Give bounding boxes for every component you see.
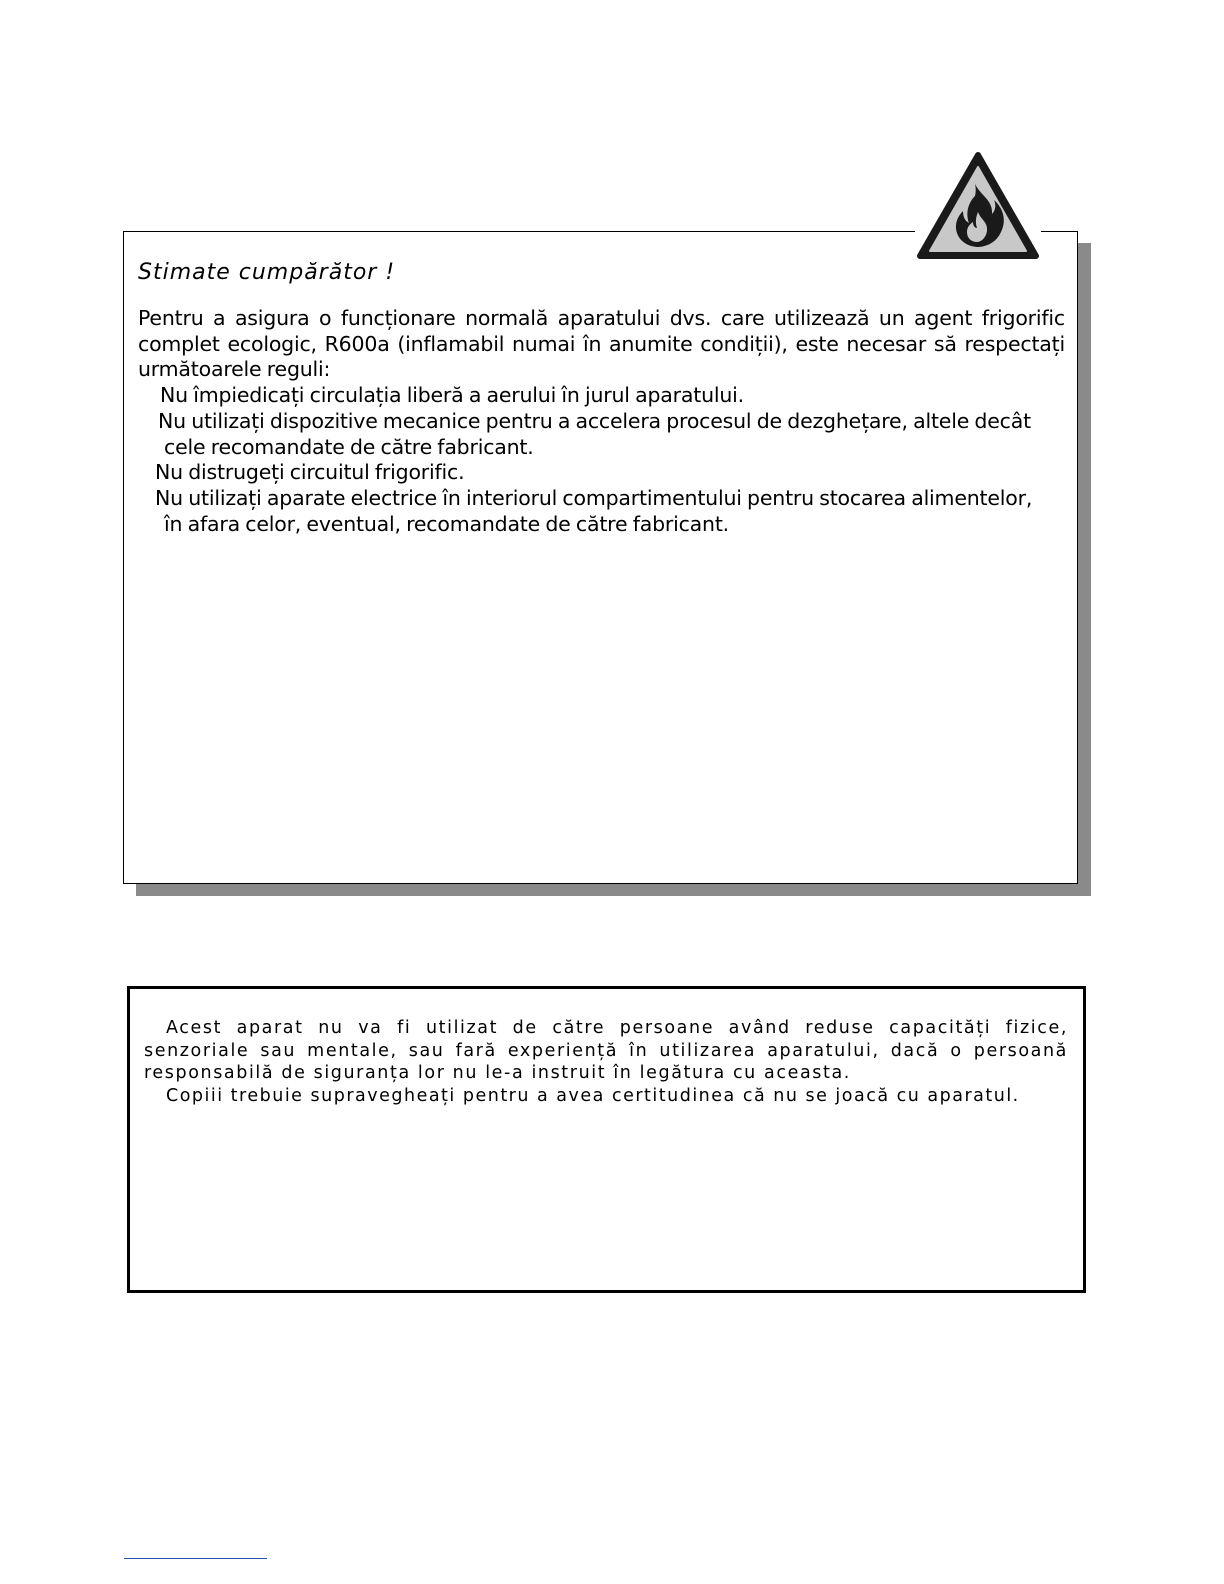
- rule-text: Nu împiedicați circulația liberă a aerului în jurul aparatului.: [160, 383, 744, 407]
- list-item: [138, 409, 1065, 461]
- flammable-warning-icon: [915, 150, 1041, 264]
- footer-divider: [124, 1558, 267, 1559]
- rule-text-continued: cele recomandate de către fabricant.: [164, 434, 534, 459]
- warning-rules-list: [138, 383, 1065, 538]
- list-item: [138, 486, 1065, 538]
- notice-paragraph: Acest aparat nu va fi utilizat de către persoane având reduse capacități fizice, senzoriale sau mentale, sau fară experiență în utilizarea aparatului, dacă o persoană responsabilă de siguranța lor nu le-a instruit în legătura cu aceasta.: [144, 1018, 1068, 1083]
- notice-text: [144, 1017, 1068, 1107]
- list-item: [138, 460, 1065, 486]
- rule-text: Nu utilizați dispozitive mecanice pentru a accelera procesul de dezghețare, altele decât: [158, 408, 1031, 433]
- warning-intro-text: Pentru a asigura o funcționare normală aparatului dvs. care utilizează un agent frigorific complet ecologic, R600a (inflamabil numai în anumite condiții), este necesar să respectați următoarele reguli:: [138, 306, 1065, 381]
- warning-title: Stimate cumpărător !: [138, 260, 396, 285]
- notice-paragraph: Copiii trebuie supravegheați pentru a avea certitudinea că nu se joacă cu aparatul.: [166, 1085, 1020, 1106]
- rule-text: Nu utilizați aparate electrice în interiorul compartimentului pentru stocarea alimentelor,: [155, 486, 1033, 511]
- rule-text: Nu distrugeți circuitul frigorific.: [155, 460, 465, 485]
- list-item: [138, 383, 1065, 409]
- rule-text-continued: în afara celor, eventual, recomandate de către fabricant.: [164, 511, 729, 536]
